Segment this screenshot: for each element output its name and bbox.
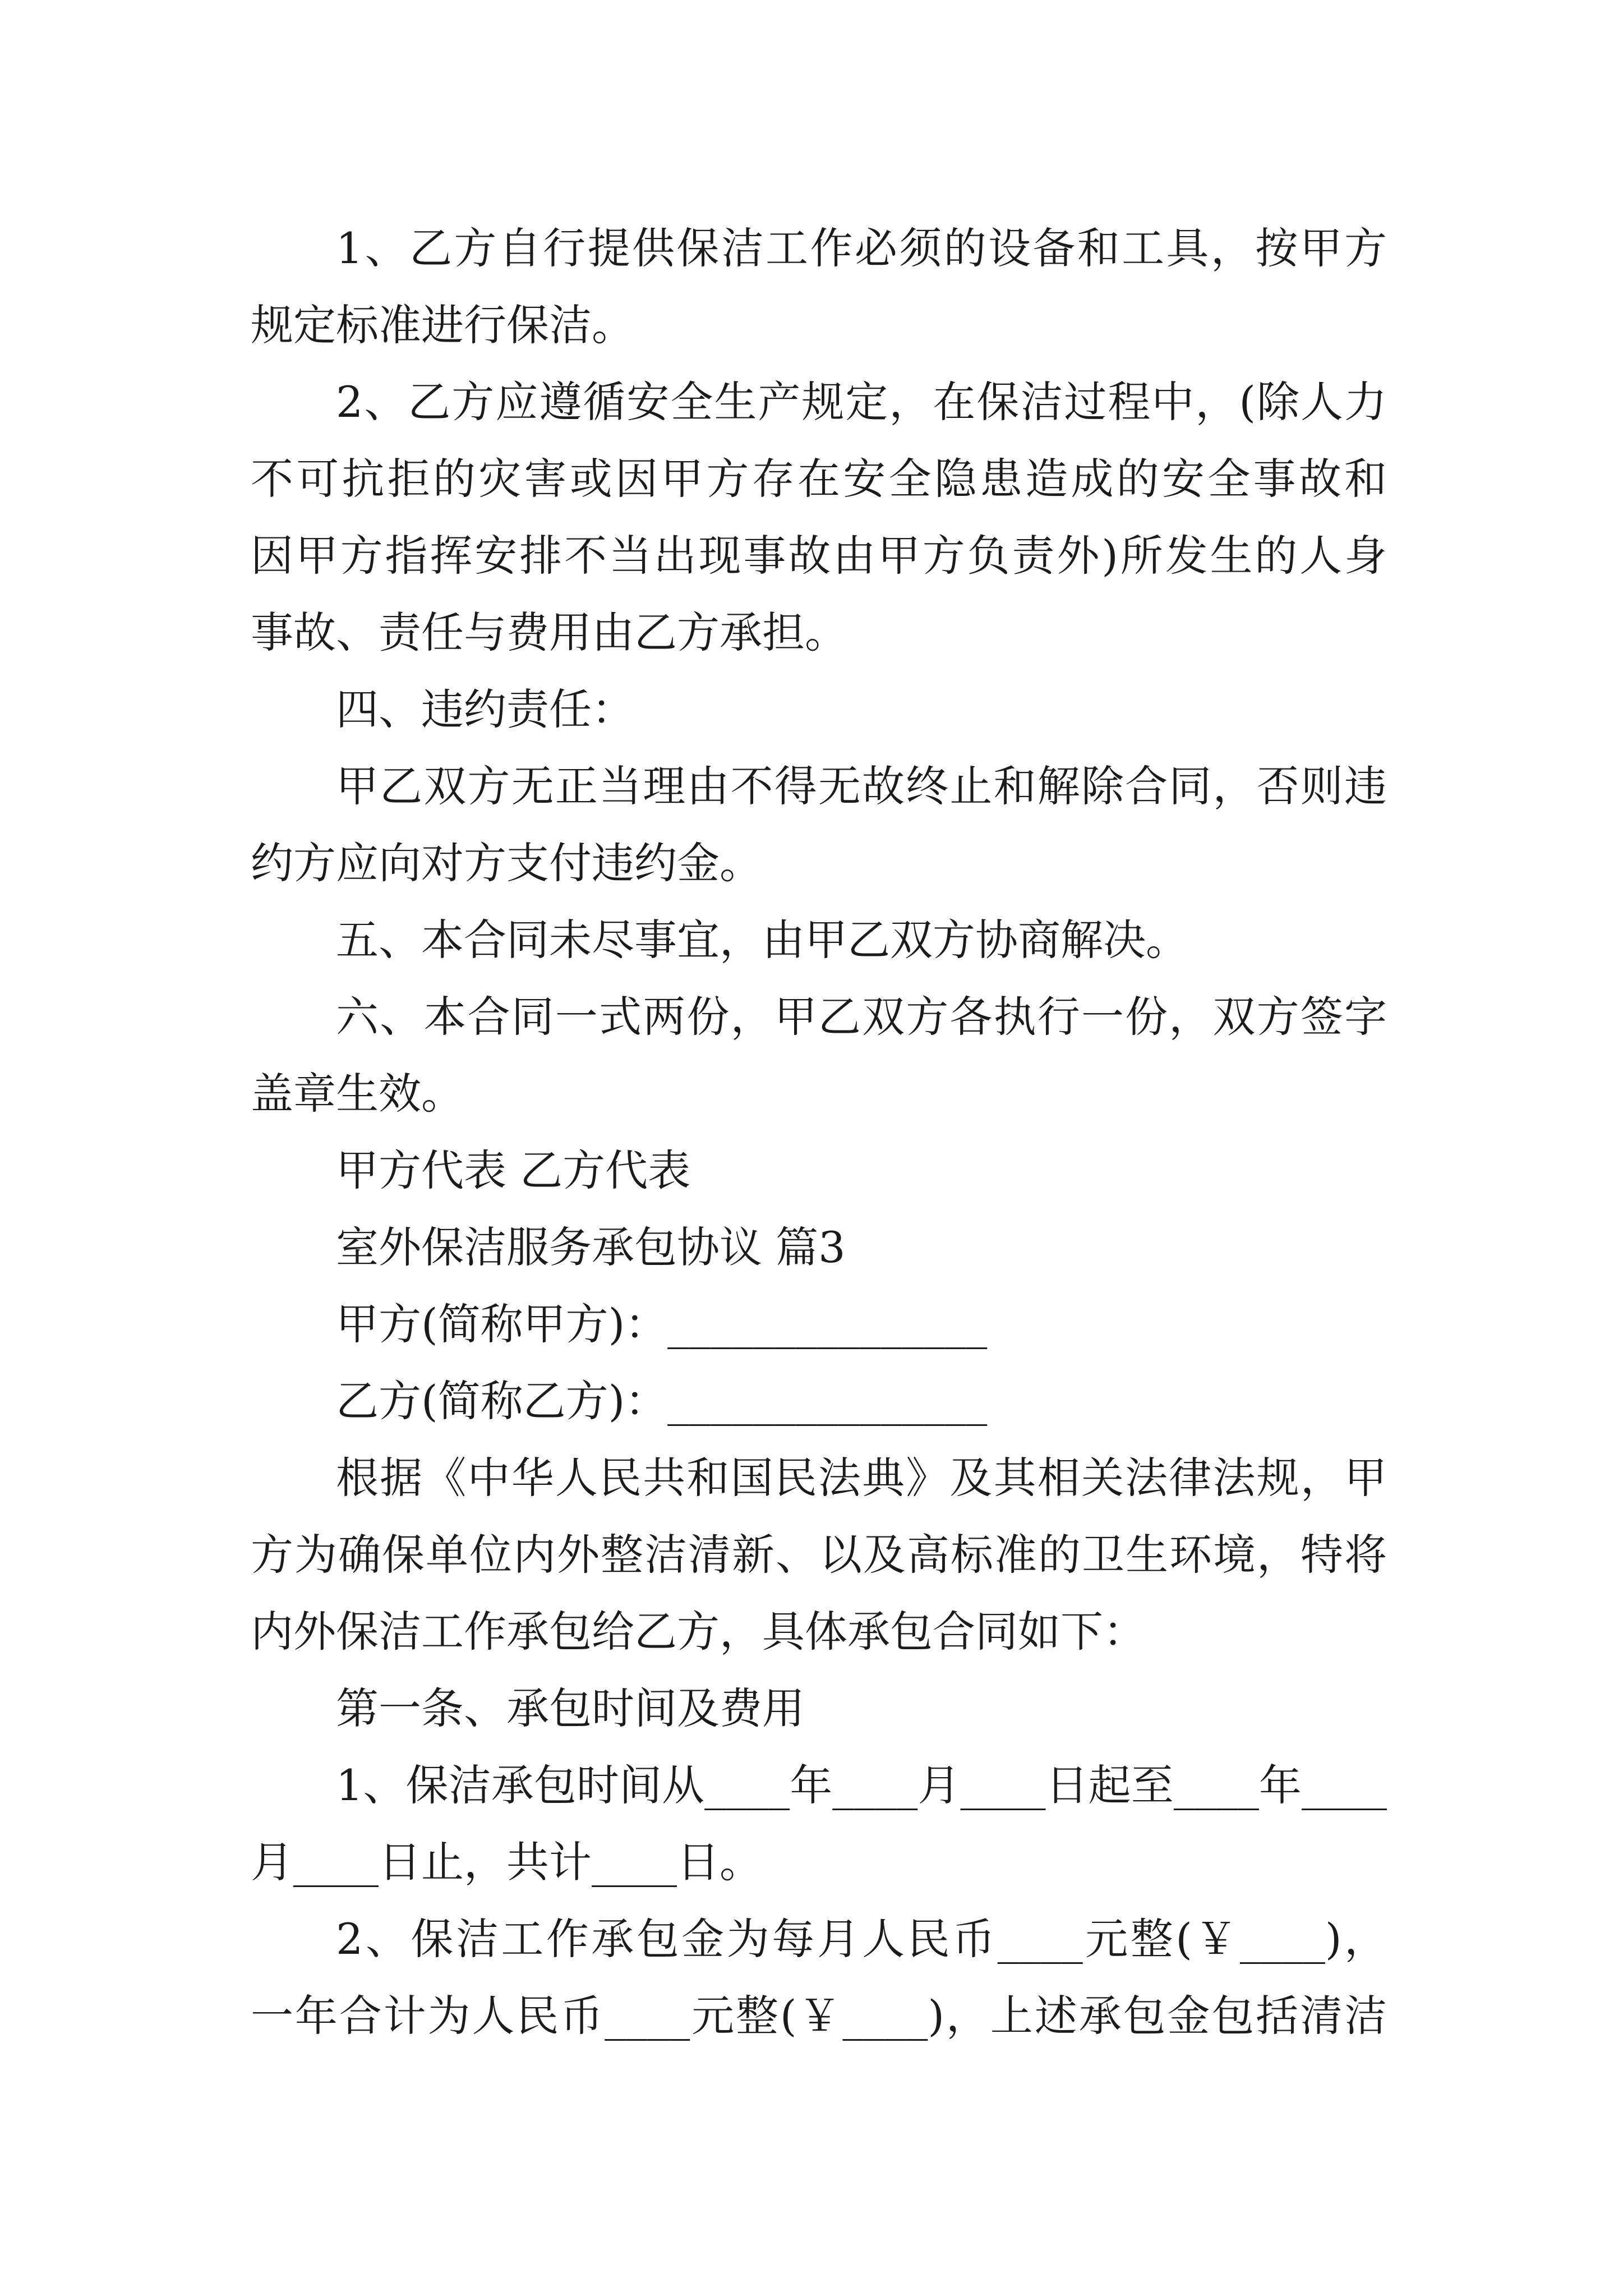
section-heading-breach (251, 671, 1387, 748)
text-line: 乙方(简称乙方)：_______________ (336, 1376, 988, 1426)
party-a-field (251, 1286, 1387, 1363)
text-line: 甲乙双方无正当理由不得无故终止和解除合同，否则违 (336, 761, 1387, 811)
text-line: 规定标准进行保洁。 (251, 300, 634, 350)
text-line: 1、乙方自行提供保洁工作必须的设备和工具，按甲方 (336, 223, 1387, 273)
text-line: 根据《中华人民共和国民法典》及其相关法律法规，甲 (336, 1453, 1387, 1503)
text-line: 内外保洁工作承包给乙方，具体承包合同如下： (251, 1607, 1146, 1657)
party-b-field (251, 1363, 1387, 1439)
clause-contract-period (251, 1747, 1387, 1901)
signature-representatives (251, 1132, 1387, 1209)
clause-copies-effect (251, 978, 1387, 1132)
preamble (251, 1439, 1387, 1670)
clause-breach-penalty (251, 748, 1387, 901)
text-line: 甲方代表 乙方代表 (336, 1145, 691, 1195)
article-heading (251, 1670, 1387, 1747)
text-line: 2、保洁工作承包金为每月人民币____元整(￥____)， (336, 1914, 1387, 1964)
text-line: 五、本合同未尽事宜，由甲乙双方协商解决。 (336, 915, 1188, 965)
text-line: 甲方(简称甲方)：_______________ (336, 1299, 988, 1349)
text-line: 1、保洁承包时间从____年____月____日起至____年____ (336, 1760, 1387, 1810)
clause-unresolved-matters (251, 901, 1387, 978)
text-line: 2、乙方应遵循安全生产规定，在保洁过程中，(除人力 (336, 377, 1387, 427)
text-line: 方为确保单位内外整洁清新、以及高标准的卫生环境，特将 (251, 1530, 1387, 1580)
text-line: 因甲方指挥安排不当出现事故由甲方负责外)所发生的人身 (251, 531, 1387, 581)
text-line: 四、违约责任： (336, 684, 634, 734)
text-line: 第一条、承包时间及费用 (336, 1683, 805, 1733)
text-line: 不可抗拒的灾害或因甲方存在安全隐患造成的安全事故和 (251, 454, 1387, 504)
text-line: 盖章生效。 (251, 1069, 464, 1119)
text-line: 约方应向对方支付违约金。 (251, 838, 762, 888)
clause-contract-fee (251, 1901, 1387, 2054)
text-line: 事故、责任与费用由乙方承担。 (251, 608, 847, 657)
text-line: 室外保洁服务承包协议 篇3 (336, 1222, 846, 1272)
clause-equipment (251, 210, 1387, 364)
clause-safety-liability (251, 364, 1387, 671)
text-line: 六、本合同一式两份，甲乙双方各执行一份，双方签字 (336, 992, 1387, 1042)
text-line: 一年合计为人民币____元整(￥____)，上述承包金包括清洁 (251, 1991, 1387, 2041)
text-line: 月____日止，共计____日。 (251, 1837, 762, 1887)
document-title (251, 1209, 1387, 1286)
document-body (251, 210, 1387, 2054)
